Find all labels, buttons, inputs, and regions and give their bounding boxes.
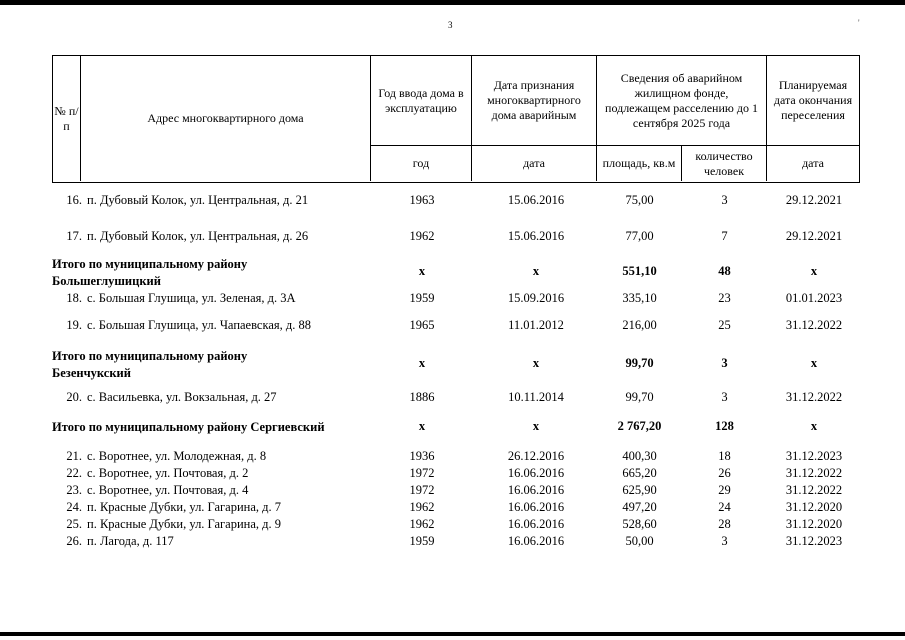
row-area: 216,00 <box>622 318 657 332</box>
row-address: п. Дубовый Колок, ул. Центральная, д. 26 <box>87 229 309 243</box>
row-area: 551,10 <box>622 264 657 278</box>
table-header <box>52 55 860 183</box>
header-planned-date: Планируемая дата окончания переселения <box>773 78 853 122</box>
row-recognition-date: 26.12.2016 <box>507 449 565 463</box>
row-year: 1963 <box>409 193 435 207</box>
header-fund-info: Сведения об аварийном жилищном фонде, подлежащем расселению до 1 сентября 2025 года <box>605 70 758 130</box>
row-people: 3 <box>721 193 728 207</box>
row-people: 3 <box>721 356 728 370</box>
row-area: 400,30 <box>622 449 657 463</box>
row-address: п. Красные Дубки, ул. Гагарина, д. 9 <box>87 517 281 531</box>
table-row <box>52 464 860 482</box>
table-row <box>52 289 860 307</box>
row-recognition-date: 16.06.2016 <box>507 500 565 514</box>
row-people: 128 <box>715 419 734 433</box>
row-year: x <box>418 264 426 278</box>
row-number: 19. <box>66 318 82 332</box>
row-planned-date: 31.12.2020 <box>785 500 843 514</box>
row-planned-date: 31.12.2022 <box>785 483 843 497</box>
total-label: Итого по муниципальному району Большеглушицкий <box>52 257 248 288</box>
row-year: 1959 <box>409 291 435 305</box>
scan-speck: ' <box>858 18 860 28</box>
row-year: 1965 <box>409 318 435 332</box>
row-recognition-date: 16.06.2016 <box>507 517 565 531</box>
header-num: № п/п <box>54 103 79 133</box>
row-planned-date: 31.12.2022 <box>785 466 843 480</box>
row-year: 1962 <box>409 229 435 243</box>
table-row <box>52 515 860 533</box>
row-recognition-date: 16.06.2016 <box>507 534 565 548</box>
row-area: 625,90 <box>622 483 657 497</box>
row-area: 2 767,20 <box>617 419 662 433</box>
row-area: 50,00 <box>625 534 654 548</box>
row-recognition-date: x <box>532 264 540 278</box>
row-year: 1962 <box>409 517 435 531</box>
total-row <box>52 348 860 382</box>
row-area: 99,70 <box>625 356 654 370</box>
row-number: 21. <box>66 449 82 463</box>
row-recognition-date: 16.06.2016 <box>507 466 565 480</box>
row-recognition-date: 15.09.2016 <box>507 291 565 305</box>
row-recognition-date: 15.06.2016 <box>507 229 565 243</box>
row-recognition-date: 16.06.2016 <box>507 483 565 497</box>
row-address: с. Воротнее, ул. Молодежная, д. 8 <box>87 449 267 463</box>
row-recognition-date: 15.06.2016 <box>507 193 565 207</box>
row-people: 24 <box>718 500 731 514</box>
row-planned-date: 31.12.2022 <box>785 318 843 332</box>
row-planned-date: x <box>810 419 818 433</box>
row-number: 22. <box>66 466 82 480</box>
row-area: 335,10 <box>622 291 657 305</box>
row-people: 28 <box>718 517 731 531</box>
row-people: 23 <box>718 291 731 305</box>
row-number: 17. <box>66 229 82 243</box>
table-row <box>52 532 860 550</box>
header-year: Год ввода дома в эксплуатацию <box>378 85 464 115</box>
table-row <box>52 316 860 334</box>
subheader-area: площадь, кв.м <box>602 156 676 170</box>
row-year: 1962 <box>409 500 435 514</box>
table-row <box>52 388 860 406</box>
table-row <box>52 227 860 245</box>
row-recognition-date: x <box>532 356 540 370</box>
row-recognition-date: 11.01.2012 <box>508 318 564 332</box>
row-planned-date: x <box>810 264 818 278</box>
row-number: 18. <box>66 291 82 305</box>
row-planned-date: x <box>810 356 818 370</box>
table-row <box>52 481 860 499</box>
row-number: 20. <box>66 390 82 404</box>
subheader-year: год <box>412 156 430 170</box>
row-planned-date: 31.12.2020 <box>785 517 843 531</box>
total-label: Итого по муниципальному району Сергиевский <box>52 420 325 434</box>
row-planned-date: 29.12.2021 <box>785 193 843 207</box>
row-people: 25 <box>718 318 731 332</box>
table-row <box>52 498 860 516</box>
row-planned-date: 31.12.2023 <box>785 449 843 463</box>
row-area: 77,00 <box>625 229 654 243</box>
row-number: 23. <box>66 483 82 497</box>
row-number: 25. <box>66 517 82 531</box>
row-address: п. Дубовый Колок, ул. Центральная, д. 21 <box>87 193 309 207</box>
row-area: 497,20 <box>622 500 657 514</box>
total-row <box>52 419 860 437</box>
row-people: 3 <box>721 390 728 404</box>
row-year: 1886 <box>409 390 435 404</box>
row-address: с. Воротнее, ул. Почтовая, д. 2 <box>87 466 249 480</box>
row-year: x <box>418 356 426 370</box>
row-address: с. Большая Глушица, ул. Зеленая, д. 3А <box>87 291 296 305</box>
row-address: с. Большая Глушица, ул. Чапаевская, д. 88 <box>87 318 312 332</box>
row-people: 48 <box>718 264 731 278</box>
row-number: 26. <box>66 534 82 548</box>
row-people: 7 <box>721 229 728 243</box>
row-year: 1959 <box>409 534 435 548</box>
row-planned-date: 31.12.2023 <box>785 534 843 548</box>
row-people: 18 <box>718 449 731 463</box>
subheader-date: дата <box>523 156 545 170</box>
header-address: Адрес многоквартирного дома <box>147 111 304 125</box>
row-address: п. Лагода, д. 117 <box>87 534 174 548</box>
row-planned-date: 29.12.2021 <box>785 229 843 243</box>
table-row <box>52 447 860 465</box>
row-area: 99,70 <box>625 390 654 404</box>
row-recognition-date: x <box>532 419 540 433</box>
row-address: с. Воротнее, ул. Почтовая, д. 4 <box>87 483 249 497</box>
row-area: 528,60 <box>622 517 657 531</box>
row-year: 1972 <box>409 466 435 480</box>
row-recognition-date: 10.11.2014 <box>508 390 564 404</box>
page-number: 3 <box>448 20 453 30</box>
row-year: 1936 <box>409 449 435 463</box>
row-address: п. Красные Дубки, ул. Гагарина, д. 7 <box>87 500 281 514</box>
row-number: 24. <box>66 500 82 514</box>
bottom-border <box>0 632 905 636</box>
header-recognition-date: Дата признания многоквартирного дома аварийным <box>487 78 581 122</box>
row-people: 26 <box>718 466 731 480</box>
row-number: 16. <box>66 193 82 207</box>
total-label: Итого по муниципальному району Безенчукский <box>52 349 248 380</box>
row-people: 3 <box>721 534 728 548</box>
total-row <box>52 256 860 290</box>
subheader-people: количество человек <box>695 148 753 178</box>
top-border <box>0 0 905 5</box>
row-area: 75,00 <box>625 193 654 207</box>
subheader-planned: дата <box>802 156 824 170</box>
row-area: 665,20 <box>622 466 657 480</box>
row-planned-date: 31.12.2022 <box>785 390 843 404</box>
row-people: 29 <box>718 483 731 497</box>
table-row <box>52 191 860 209</box>
row-address: с. Васильевка, ул. Вокзальная, д. 27 <box>87 390 277 404</box>
row-year: 1972 <box>409 483 435 497</box>
row-planned-date: 01.01.2023 <box>785 291 843 305</box>
row-year: x <box>418 419 426 433</box>
